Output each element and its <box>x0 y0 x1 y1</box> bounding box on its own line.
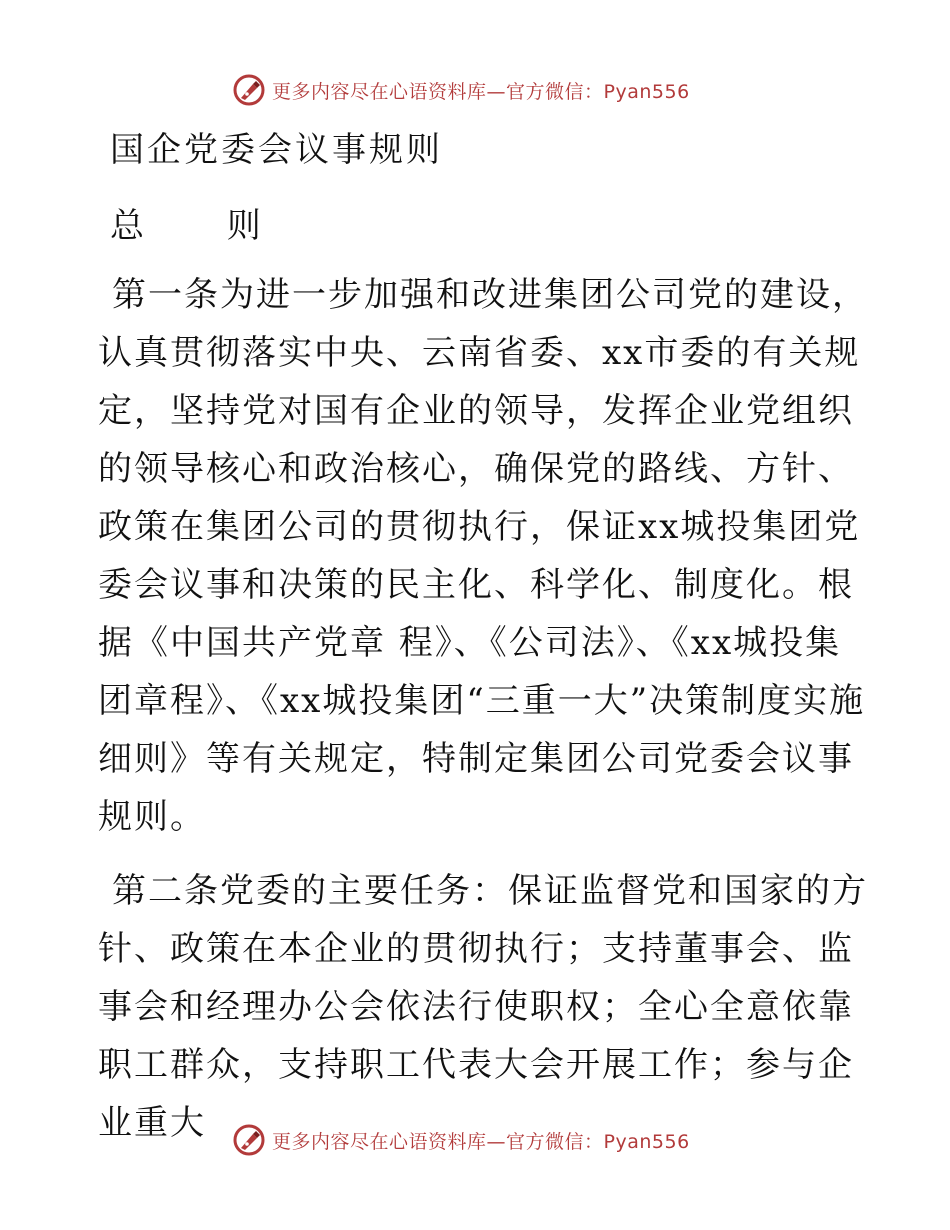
pen-nib-logo-icon <box>232 73 266 107</box>
section-heading: 总 则 <box>110 206 297 246</box>
banner-text: 更多内容尽在心语资料库—官方微信：Pyan556 <box>272 1130 690 1153</box>
article-paragraph: 第二条党委的主要任务：保证监督党和国家的方针、政策在本企业的贯彻执行；支持董事会、监事会和经理办公会依法行使职权；全心全意依靠职工群众，支持职工代表大会开展工作；参与企业重大 <box>98 871 868 1143</box>
article-paragraph: 第一条为进一步加强和改进集团公司党的建设，认真贯彻落实中央、云南省委、xx市委的有关规定，坚持党对国有企业的领导，发挥企业党组织的领导核心和政治核心，确保党的路线、方针、政策在集团公司的贯彻执行，保证xx城投集团党委会议事和决策的民主化、科学化、制度化。根据《中国共产党章 程》、《公司法》、《xx城投集团章程》、《xx城投集团“三重一大”决策制度实施细则》等有关规定，特制定集团公司党委会议事规则。 <box>98 275 868 837</box>
footer-banner <box>232 1120 690 1160</box>
header-banner <box>232 70 690 110</box>
document-title: 国企党委会议事规则 <box>110 130 443 170</box>
pen-nib-logo-icon <box>232 1123 266 1157</box>
banner-text: 更多内容尽在心语资料库—官方微信：Pyan556 <box>272 80 690 103</box>
